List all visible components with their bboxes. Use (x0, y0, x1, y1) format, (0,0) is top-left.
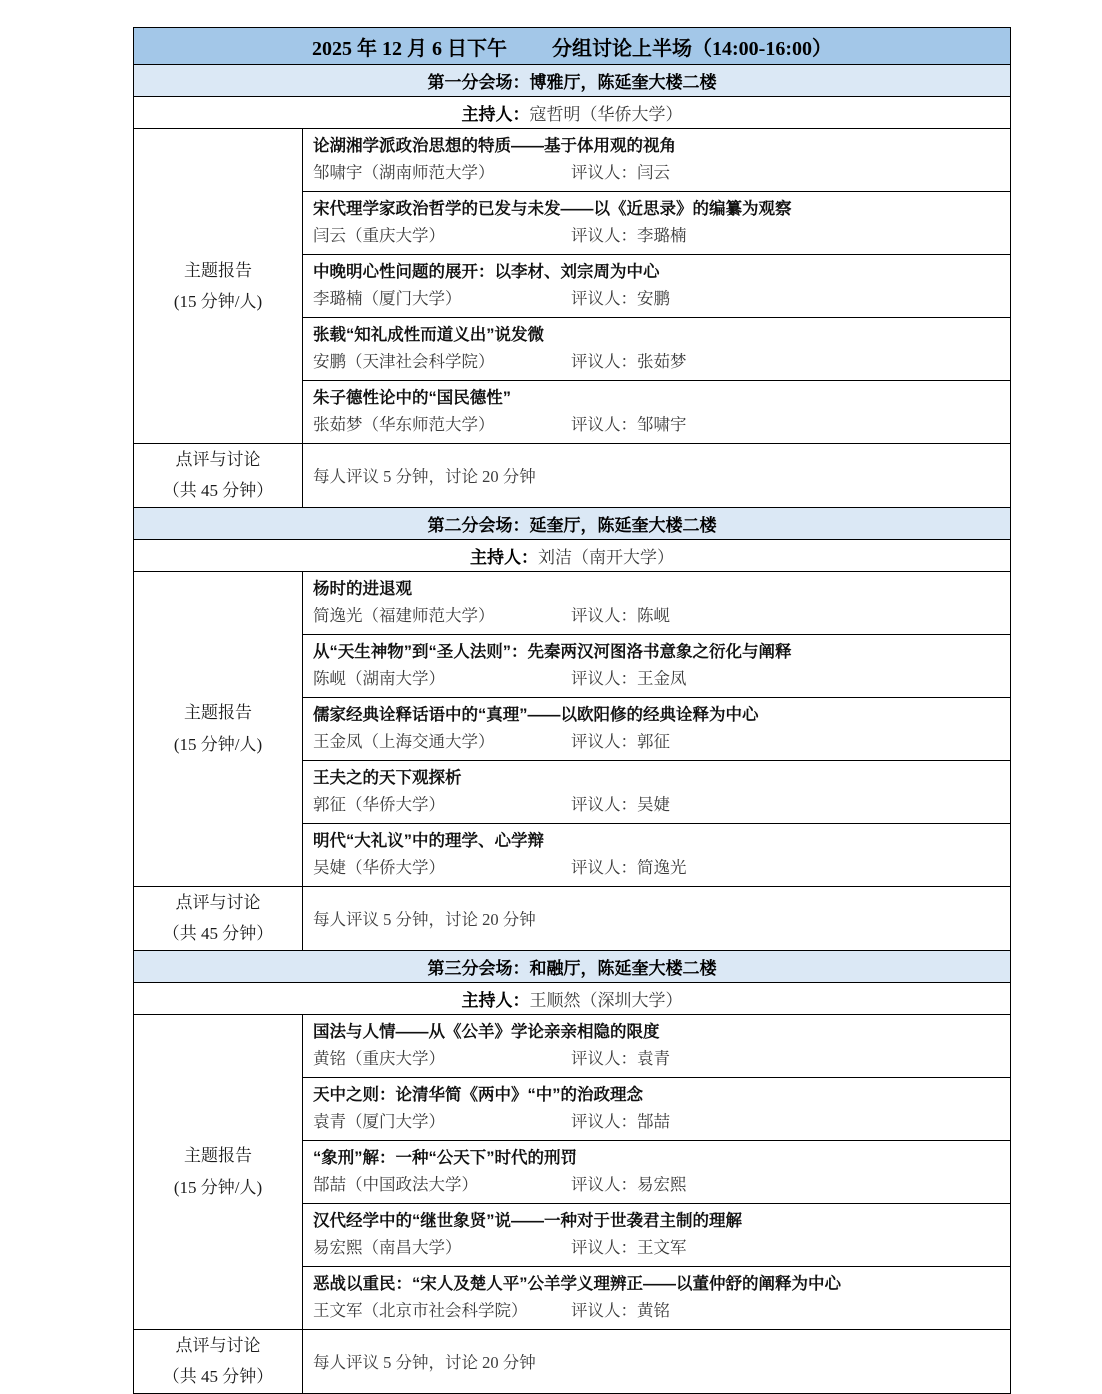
paper-cell (303, 571, 1011, 634)
review-label-cell (134, 886, 303, 950)
paper-evaluator (571, 223, 687, 249)
paper-evaluator (571, 1235, 687, 1261)
evaluator-name: 易宏熙 (637, 1174, 687, 1194)
table-header-row (134, 28, 1011, 65)
review-duration: （共 45 分钟） (162, 481, 274, 501)
session3-moderator-row (134, 982, 1011, 1014)
evaluator-label: 评议人： (571, 1174, 637, 1194)
evaluator-label: 评议人： (571, 163, 637, 182)
paper-cell (303, 255, 1011, 318)
paper-title: 恶战以重民：“宋人及楚人平”公羊学义理辨正——以董仲舒的阐释为中心 (313, 1275, 841, 1294)
session-duration-label: (15 分钟/人) (173, 734, 263, 754)
session3-venue-row (134, 950, 1011, 982)
evaluator-label: 评议人： (571, 226, 637, 245)
moderator-label: 主持人： (461, 105, 530, 124)
paper-presenter: 陈岘（湖南大学） (313, 668, 445, 688)
evaluator-label: 评议人： (571, 857, 637, 877)
session2-type-cell (134, 571, 303, 886)
evaluator-label: 评议人： (571, 1111, 637, 1131)
paper-evaluator (571, 349, 687, 375)
session2-moderator-cell (134, 539, 1011, 571)
review-note: 每人评议 5 分钟，讨论 20 分钟 (303, 1329, 1011, 1393)
paper-presenter: 王金凤（上海交通大学） (313, 731, 495, 751)
evaluator-label: 评议人： (571, 352, 637, 371)
paper-evaluator (571, 160, 670, 186)
paper-presenter: 吴婕（华侨大学） (313, 857, 445, 877)
moderator-label: 主持人： (470, 547, 538, 567)
evaluator-name: 李璐楠 (637, 226, 687, 245)
evaluator-name: 简逸光 (637, 857, 687, 877)
paper-cell (303, 318, 1011, 381)
paper-cell (303, 381, 1011, 444)
evaluator-name: 邹啸宇 (637, 415, 687, 434)
paper-evaluator (571, 603, 670, 629)
paper-presenter: 邹啸宇（湖南师范大学） (313, 163, 495, 182)
session1-moderator-row (134, 97, 1011, 129)
paper-evaluator (571, 855, 687, 881)
paper-title: 论湖湘学派政治思想的特质——基于体用观的视角 (313, 137, 676, 156)
paper-evaluator (571, 666, 687, 692)
review-label: 点评与讨论 (175, 892, 261, 912)
conference-schedule-table (133, 27, 1011, 1394)
review-note: 每人评议 5 分钟，讨论 20 分钟 (303, 444, 1011, 508)
evaluator-name: 张茹梦 (637, 352, 687, 371)
evaluator-name: 王文军 (637, 1237, 687, 1257)
paper-title: 从“天生神物”到“圣人法则”：先秦两汉河图洛书意象之衍化与阐释 (313, 643, 792, 662)
schedule-title: 2025 年 12 月 6 日下午 分组讨论上半场（14:00-16:00） (134, 28, 1011, 65)
session3-type-cell (134, 1014, 303, 1329)
review-label: 点评与讨论 (175, 450, 261, 469)
paper-presenter: 袁青（厦门大学） (313, 1111, 445, 1131)
session1-venue: 第一分会场：博雅厅，陈延奎大楼二楼 (134, 65, 1011, 97)
paper-presenter: 郜喆（中国政法大学） (313, 1174, 478, 1194)
paper-cell (303, 634, 1011, 697)
paper-presenter: 张茹梦（华东师范大学） (313, 415, 495, 434)
paper-title: 张载“知礼成性而道义出”说发微 (313, 326, 544, 345)
review-label-cell (134, 444, 303, 508)
session1-type-cell (134, 129, 303, 444)
paper-title: 中晚明心性问题的展开：以李材、刘宗周为中心 (313, 263, 660, 282)
paper-title: “象刑”解：一种“公天下”时代的刑罚 (313, 1149, 577, 1168)
evaluator-name: 安鹏 (637, 289, 670, 308)
session-type-label: 主题报告 (184, 1146, 252, 1166)
paper-evaluator (571, 286, 670, 312)
evaluator-label: 评议人： (571, 415, 637, 434)
review-row (134, 886, 1011, 950)
evaluator-name: 陈岘 (637, 605, 670, 625)
evaluator-label: 评议人： (571, 605, 637, 625)
review-note: 每人评议 5 分钟，讨论 20 分钟 (303, 886, 1011, 950)
paper-cell (303, 1140, 1011, 1203)
paper-title: 王夫之的天下观探析 (313, 769, 462, 788)
review-row (134, 444, 1011, 508)
evaluator-name: 郭征 (637, 731, 670, 751)
evaluator-label: 评议人： (571, 1300, 637, 1320)
session-type-label: 主题报告 (184, 703, 252, 723)
paper-title: 朱子德性论中的“国民德性” (313, 389, 511, 408)
review-row (134, 1329, 1011, 1393)
moderator-name: 寇哲明（华侨大学） (529, 105, 683, 124)
paper-evaluator (571, 1298, 670, 1324)
paper-title: 儒家经典诠释话语中的“真理”——以欧阳修的经典诠释为中心 (313, 706, 759, 725)
paper-cell (303, 192, 1011, 255)
paper-title: 杨时的进退观 (313, 580, 412, 599)
moderator-name: 王顺然（深圳大学） (529, 990, 683, 1010)
paper-row (134, 1014, 1011, 1077)
session2-venue-row (134, 507, 1011, 539)
evaluator-label: 评议人： (571, 668, 637, 688)
session2-moderator-row (134, 539, 1011, 571)
evaluator-name: 闫云 (637, 163, 670, 182)
evaluator-label: 评议人： (571, 731, 637, 751)
paper-title: 宋代理学家政治哲学的已发与未发——以《近思录》的编纂为观察 (313, 200, 792, 219)
paper-evaluator (571, 729, 670, 755)
paper-title: 国法与人情——从《公羊》学论亲亲相隐的限度 (313, 1023, 660, 1042)
session-type-label: 主题报告 (184, 260, 252, 280)
review-label: 点评与讨论 (175, 1335, 261, 1355)
evaluator-name: 郜喆 (637, 1111, 670, 1131)
evaluator-name: 吴婕 (637, 794, 670, 814)
paper-cell (303, 1203, 1011, 1266)
moderator-label: 主持人： (461, 990, 530, 1010)
paper-presenter: 郭征（华侨大学） (313, 794, 445, 814)
paper-evaluator (571, 1172, 687, 1198)
paper-cell (303, 760, 1011, 823)
session3-moderator-cell (134, 982, 1011, 1014)
review-duration: （共 45 分钟） (162, 1367, 274, 1387)
paper-evaluator (571, 792, 670, 818)
session1-moderator-cell (134, 97, 1011, 129)
paper-cell (303, 129, 1011, 192)
review-label-cell (134, 1329, 303, 1393)
session-duration-label: (15 分钟/人) (173, 1177, 263, 1197)
session2-venue: 第二分会场：延奎厅，陈延奎大楼二楼 (134, 507, 1011, 539)
paper-presenter: 王文军（北京市社会科学院） (313, 1300, 528, 1320)
paper-cell (303, 823, 1011, 886)
evaluator-label: 评议人： (571, 1048, 637, 1068)
session-duration-label: (15 分钟/人) (173, 292, 263, 311)
session3-venue: 第三分会场：和融厅，陈延奎大楼二楼 (134, 950, 1011, 982)
paper-presenter: 安鹏（天津社会科学院） (313, 352, 495, 371)
paper-row (134, 571, 1011, 634)
paper-title: 明代“大礼议”中的理学、心学辩 (313, 832, 544, 851)
paper-title: 汉代经学中的“继世象贤”说——一种对于世袭君主制的理解 (313, 1212, 742, 1231)
review-duration: （共 45 分钟） (162, 924, 274, 944)
paper-presenter: 闫云（重庆大学） (313, 226, 445, 245)
paper-cell (303, 1077, 1011, 1140)
paper-presenter: 简逸光（福建师范大学） (313, 605, 495, 625)
paper-cell (303, 1014, 1011, 1077)
evaluator-label: 评议人： (571, 794, 637, 814)
evaluator-label: 评议人： (571, 1237, 637, 1257)
paper-cell (303, 697, 1011, 760)
paper-cell (303, 1266, 1011, 1329)
moderator-name: 刘洁（南开大学） (538, 547, 674, 567)
evaluator-label: 评议人： (571, 289, 637, 308)
evaluator-name: 袁青 (637, 1048, 670, 1068)
paper-evaluator (571, 412, 687, 438)
paper-evaluator (571, 1046, 670, 1072)
evaluator-name: 黄铭 (637, 1300, 670, 1320)
paper-presenter: 李璐楠（厦门大学） (313, 289, 462, 308)
paper-evaluator (571, 1109, 670, 1135)
evaluator-name: 王金凤 (637, 668, 687, 688)
paper-row (134, 129, 1011, 192)
session1-venue-row (134, 65, 1011, 97)
paper-presenter: 易宏熙（南昌大学） (313, 1237, 462, 1257)
paper-presenter: 黄铭（重庆大学） (313, 1048, 445, 1068)
paper-title: 天中之则：论清华简《两中》“中”的治政理念 (313, 1086, 643, 1105)
